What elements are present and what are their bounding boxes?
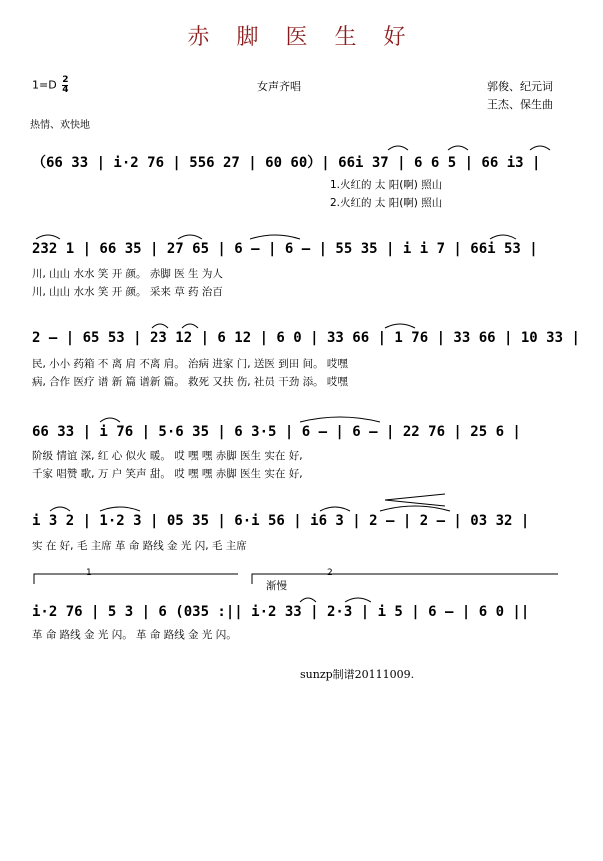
tempo-change: 渐慢 [266, 580, 287, 592]
slur-mark [300, 417, 380, 422]
notation-row-3: 2 – | 65 53 | 23 12 | 6 12 | 6 0 | 33 66 | 1 76 | 33 66 | 10 33 | [32, 330, 580, 346]
slur-mark [490, 235, 516, 239]
slur-mark [448, 146, 468, 150]
slur-mark [100, 507, 140, 511]
slur-mark [178, 235, 202, 239]
lyricist-credit: 郭俊、纪元词 [487, 80, 553, 93]
slur-mark [320, 507, 350, 511]
slur-mark [100, 418, 120, 422]
slur-mark [36, 235, 60, 239]
slur-mark [152, 324, 168, 328]
transcriber-credit: sunzp制谱20111009. [300, 668, 415, 681]
performance-type: 女声齐唱 [257, 80, 301, 93]
lyrics-row-6: 革 命 路线 金 光 闪。 革 命 路线 金 光 闪。 [32, 629, 237, 641]
time-top: 2 [62, 75, 69, 85]
lyrics-row-3-verse-1: 民, 小小 药箱 不 离 肩 不离 肩。 治病 进家 门, 送医 到田 间。 哎嘿 [32, 358, 348, 370]
slur-mark [345, 598, 371, 602]
lyrics-row-1-verse-2: 2.火红的 太 阳(啊) 照山 [330, 197, 443, 209]
volta-bracket-1 [34, 574, 238, 584]
lyrics-row-2-verse-2: 川, 山山 水水 笑 开 颜。 采来 草 药 治百 [32, 286, 223, 298]
lyrics-row-4-verse-2: 千家 唱赞 歌, 万 户 笑声 甜。 哎 嘿 嘿 赤脚 医生 实在 好, [32, 468, 303, 480]
slur-mark [388, 146, 408, 150]
lyrics-row-1-verse-1: 1.火红的 太 阳(啊) 照山 [330, 179, 443, 191]
key-label: 1=D [32, 78, 57, 92]
volta-1-label: 1 [86, 568, 92, 578]
notation-row-2: 232 1 | 66 35 | 27 65 | 6 – | 6 – | 55 35 | i i 7 | 66i 53 | [32, 241, 538, 257]
slur-mark [530, 146, 550, 150]
lyrics-row-2-verse-1: 川, 山山 水水 笑 开 颜。 赤脚 医 生 为人 [32, 268, 223, 280]
tempo-marking: 热情、欢快地 [30, 120, 90, 131]
lyrics-row-3-verse-2: 病, 合作 医疗 谱 新 篇 谱新 篇。 救死 又扶 伤, 社员 干劲 添。 哎嘿 [32, 376, 348, 388]
slur-mark [385, 324, 415, 328]
volta-2-label: 2 [327, 568, 333, 578]
notation-row-4: 66 33 | i 76 | 5·6 35 | 6 3·5 | 6 – | 6 – | 22 76 | 25 6 | [32, 424, 521, 440]
volta-bracket-2 [252, 574, 558, 584]
notation-row-6: i·2 76 | 5 3 | 6 (035 :|| i·2 33 | 2·3 | i 5 | 6 – | 6 0 || [32, 604, 530, 620]
slur-mark [250, 235, 300, 239]
notation-row-1: （66 33 | i·2 76 | 556 27 | 60 60）| 66i 37 | 6 6 5 | 66 i3 | [32, 155, 541, 171]
slur-mark [380, 506, 450, 511]
lyrics-row-5: 实 在 好, 毛 主席 革 命 路线 金 光 闪, 毛 主席 [32, 540, 247, 552]
time-bottom: 4 [62, 85, 69, 95]
notation-row-5: i 3 2 | 1·2 3 | 05 35 | 6·i 56 | i6 3 | 2 – | 2 – | 03 32 | [32, 513, 530, 529]
composer-credit: 王杰、保生曲 [487, 98, 553, 111]
lyrics-row-4-verse-1: 阶级 情谊 深, 红 心 似火 暖。 哎 嘿 嘿 赤脚 医生 实在 好, [32, 450, 303, 462]
slur-mark [300, 598, 316, 602]
song-title: 赤 脚 医 生 好 [187, 25, 416, 50]
slur-mark [50, 507, 70, 511]
slur-mark [182, 324, 198, 328]
crescendo-hairpin [385, 494, 445, 506]
